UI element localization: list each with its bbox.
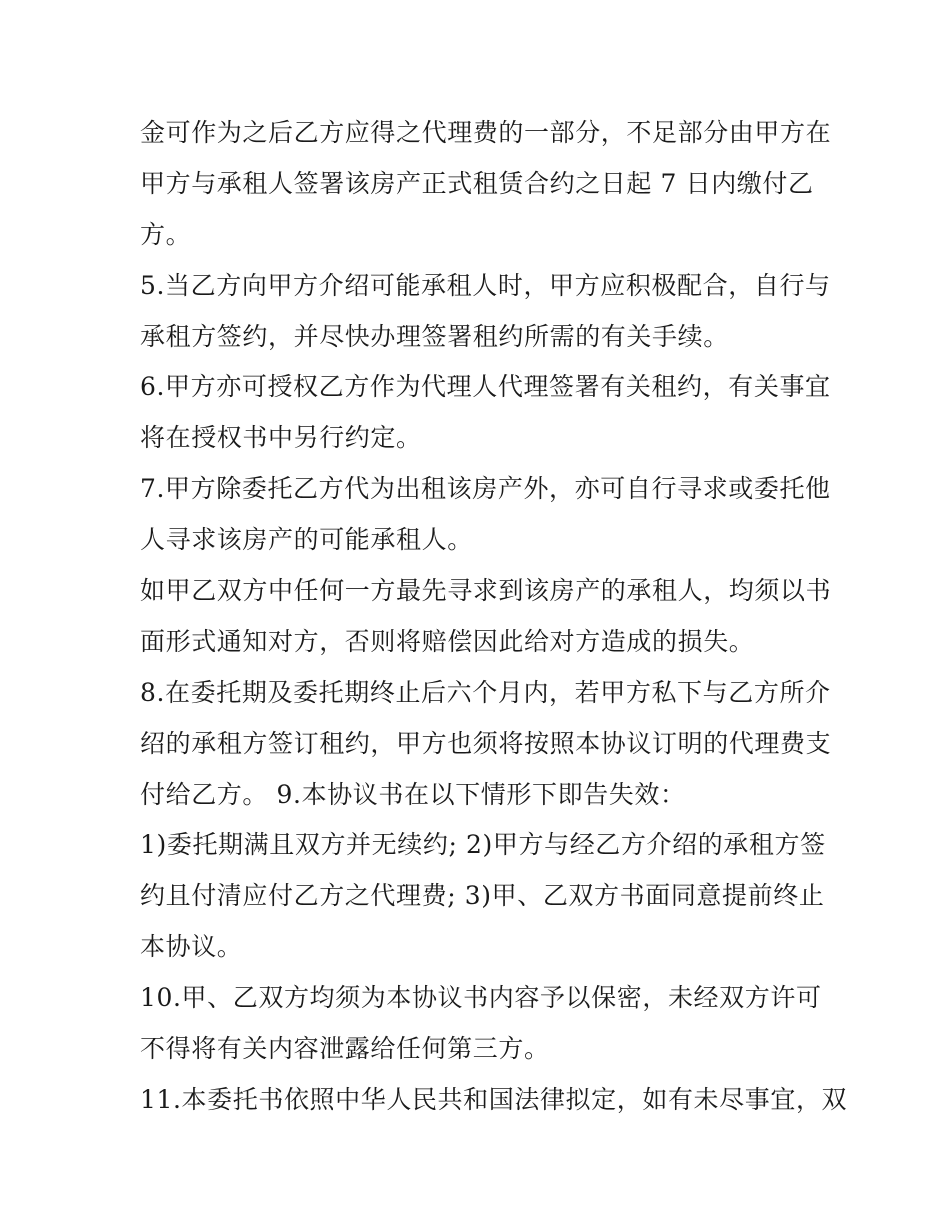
- text-line: 本协议。: [140, 932, 243, 962]
- text-line: 金可作为之后乙方应得之代理费的一部分，不足部分由甲方在: [140, 118, 832, 147]
- text-line: 绍的承租方签订租约，甲方也须将按照本协议订明的代理费支: [140, 728, 832, 758]
- text-line: 不得将有关内容泄露给任何第三方。: [140, 1034, 550, 1064]
- text-line: 方。: [140, 219, 192, 249]
- text-line: 约且付清应付乙方之代理费; 3)甲、乙双方书面同意提前终止: [140, 881, 825, 911]
- text-line: 付给乙方。 9.本协议书在以下情形下即告失效：: [140, 779, 686, 809]
- text-line: 7.甲方除委托乙方代为出租该房产外，亦可自行寻求或委托他: [140, 474, 831, 504]
- text-line: 1)委托期满且双方并无续约; 2)甲方与经乙方介绍的承租方签: [140, 830, 826, 860]
- text-line: 甲方与承租人签署该房产正式租赁合约之日起 7 日内缴付乙: [140, 168, 814, 198]
- text-line: 人寻求该房产的可能承租人。: [140, 525, 473, 555]
- text-line: 面形式通知对方，否则将赔偿因此给对方造成的损失。: [140, 626, 755, 656]
- text-line: 8.在委托期及委托期终止后六个月内，若甲方私下与乙方所介: [140, 677, 831, 707]
- text-line: 如甲乙双方中任何一方最先寻求到该房产的承租人，均须以书: [140, 576, 832, 606]
- text-line: 将在授权书中另行约定。: [140, 423, 422, 453]
- document-body: [140, 108, 848, 1126]
- text-line: 5.当乙方向甲方介绍可能承租人时，甲方应积极配合，自行与: [140, 270, 831, 300]
- text-line: 10.甲、乙双方均须为本协议书内容予以保密，未经双方许可: [140, 983, 822, 1013]
- text-line: 11.本委托书依照中华人民共和国法律拟定，如有未尽事宜，双: [140, 1084, 848, 1114]
- text-line: 承租方签约，并尽快办理签署租约所需的有关手续。: [140, 321, 729, 351]
- text-line: 6.甲方亦可授权乙方作为代理人代理签署有关租约，有关事宜: [140, 372, 831, 402]
